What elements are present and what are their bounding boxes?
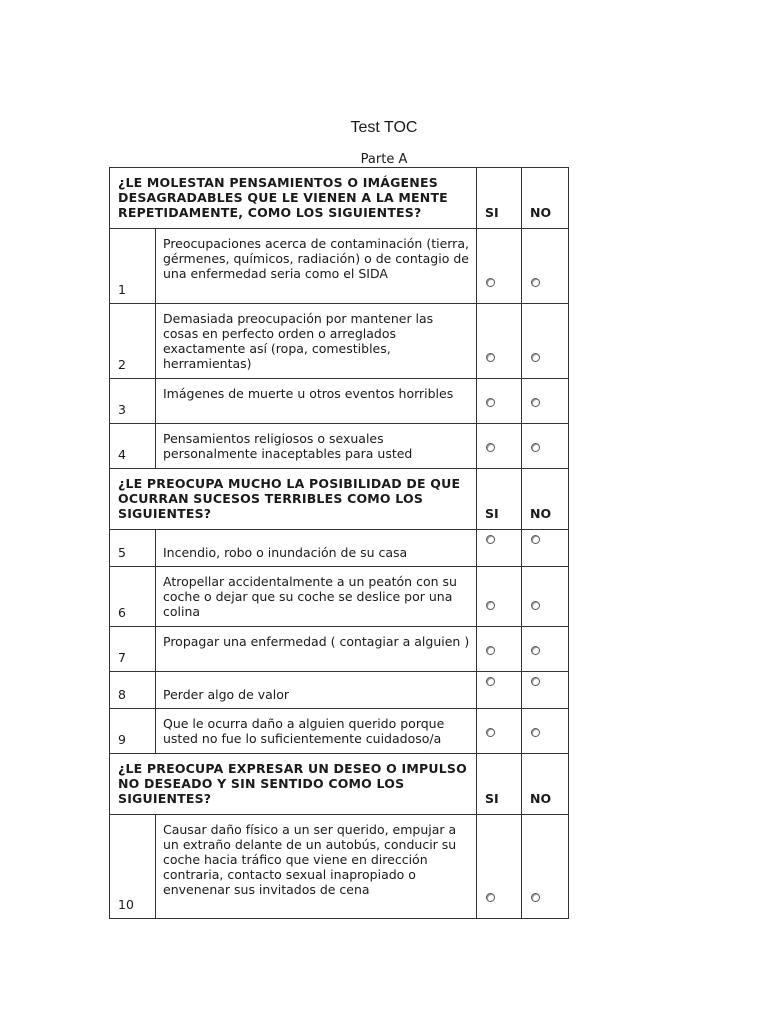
question-number: 1 [110,229,156,304]
no-radio[interactable] [531,601,540,610]
question-row [110,567,569,627]
question-row [110,627,569,672]
no-cell [522,567,569,627]
no-cell [522,424,569,469]
yes-radio[interactable] [486,278,495,287]
section-question: ¿LE PREOCUPA MUCHO LA POSIBILIDAD DE QUE OCURRAN SUCESOS TERRIBLES COMO LOS SIGUIENTES? [110,469,477,530]
question-text: Propagar una enfermedad ( contagiar a alguien ) [156,627,477,672]
question-text: Imágenes de muerte u otros eventos horribles [156,379,477,424]
yes-radio[interactable] [486,353,495,362]
no-radio[interactable] [531,278,540,287]
questionnaire-table [109,167,569,919]
question-number: 3 [110,379,156,424]
question-row [110,379,569,424]
yes-radio[interactable] [486,601,495,610]
yes-cell [477,627,522,672]
yes-cell [477,709,522,754]
section-header [110,469,569,530]
question-text: Que le ocurra daño a alguien querido porque usted no fue lo suficientemente cuidadoso/a [156,709,477,754]
yes-radio[interactable] [486,646,495,655]
no-radio[interactable] [531,443,540,452]
yes-radio[interactable] [486,677,495,686]
document-title: Test TOC [350,119,418,136]
section-header [110,754,569,815]
section-question: ¿LE PREOCUPA EXPRESAR UN DESEO O IMPULSO NO DESEADO Y SIN SENTIDO COMO LOS SIGUIENTES? [110,754,477,815]
question-row [110,672,569,709]
yes-cell [477,229,522,304]
no-cell [522,304,569,379]
question-number: 4 [110,424,156,469]
yes-radio[interactable] [486,443,495,452]
question-row [110,530,569,567]
question-number: 10 [110,815,156,919]
yes-cell [477,530,522,567]
section-subtitle: Parte A [360,152,408,167]
question-number: 5 [110,530,156,567]
yes-cell [477,379,522,424]
no-cell [522,229,569,304]
no-radio[interactable] [531,535,540,544]
yes-cell [477,567,522,627]
question-row [110,815,569,919]
no-cell [522,627,569,672]
question-number: 9 [110,709,156,754]
yes-column-header: SI [477,469,522,530]
question-text: Incendio, robo o inundación de su casa [156,530,477,567]
question-number: 8 [110,672,156,709]
no-cell [522,530,569,567]
question-text: Atropellar accidentalmente a un peatón con su coche o dejar que su coche se deslice por una colina [156,567,477,627]
no-cell [522,379,569,424]
question-row [110,304,569,379]
section-question: ¿LE MOLESTAN PENSAMIENTOS O IMÁGENES DESAGRADABLES QUE LE VIENEN A LA MENTE REPETIDAMENTE, COMO LOS SIGUIENTES? [110,168,477,229]
no-cell [522,815,569,919]
no-column-header: NO [522,754,569,815]
no-radio[interactable] [531,728,540,737]
question-number: 2 [110,304,156,379]
yes-cell [477,672,522,709]
yes-cell [477,424,522,469]
yes-column-header: SI [477,168,522,229]
no-radio[interactable] [531,646,540,655]
question-row [110,709,569,754]
question-number: 7 [110,627,156,672]
question-row [110,229,569,304]
section-header [110,168,569,229]
yes-radio[interactable] [486,535,495,544]
question-text: Preocupaciones acerca de contaminación (tierra, gérmenes, químicos, radiación) o de contagio de una enfermedad seria como el SIDA [156,229,477,304]
no-radio[interactable] [531,353,540,362]
no-cell [522,672,569,709]
question-text: Demasiada preocupación por mantener las cosas en perfecto orden o arreglados exactamente así (ropa, comestibles, herramientas) [156,304,477,379]
no-radio[interactable] [531,677,540,686]
question-text: Perder algo de valor [156,672,477,709]
question-text: Causar daño físico a un ser querido, empujar a un extraño delante de un autobús, conducir su coche hacia tráfico que viene en dirección contraria, contacto sexual inapropiado o envenenar sus invitados de cena [156,815,477,919]
yes-radio[interactable] [486,893,495,902]
yes-cell [477,304,522,379]
yes-radio[interactable] [486,398,495,407]
no-column-header: NO [522,469,569,530]
question-row [110,424,569,469]
no-radio[interactable] [531,893,540,902]
no-cell [522,709,569,754]
no-column-header: NO [522,168,569,229]
yes-column-header: SI [477,754,522,815]
question-number: 6 [110,567,156,627]
yes-radio[interactable] [486,728,495,737]
question-text: Pensamientos religiosos o sexuales personalmente inaceptables para usted [156,424,477,469]
no-radio[interactable] [531,398,540,407]
yes-cell [477,815,522,919]
